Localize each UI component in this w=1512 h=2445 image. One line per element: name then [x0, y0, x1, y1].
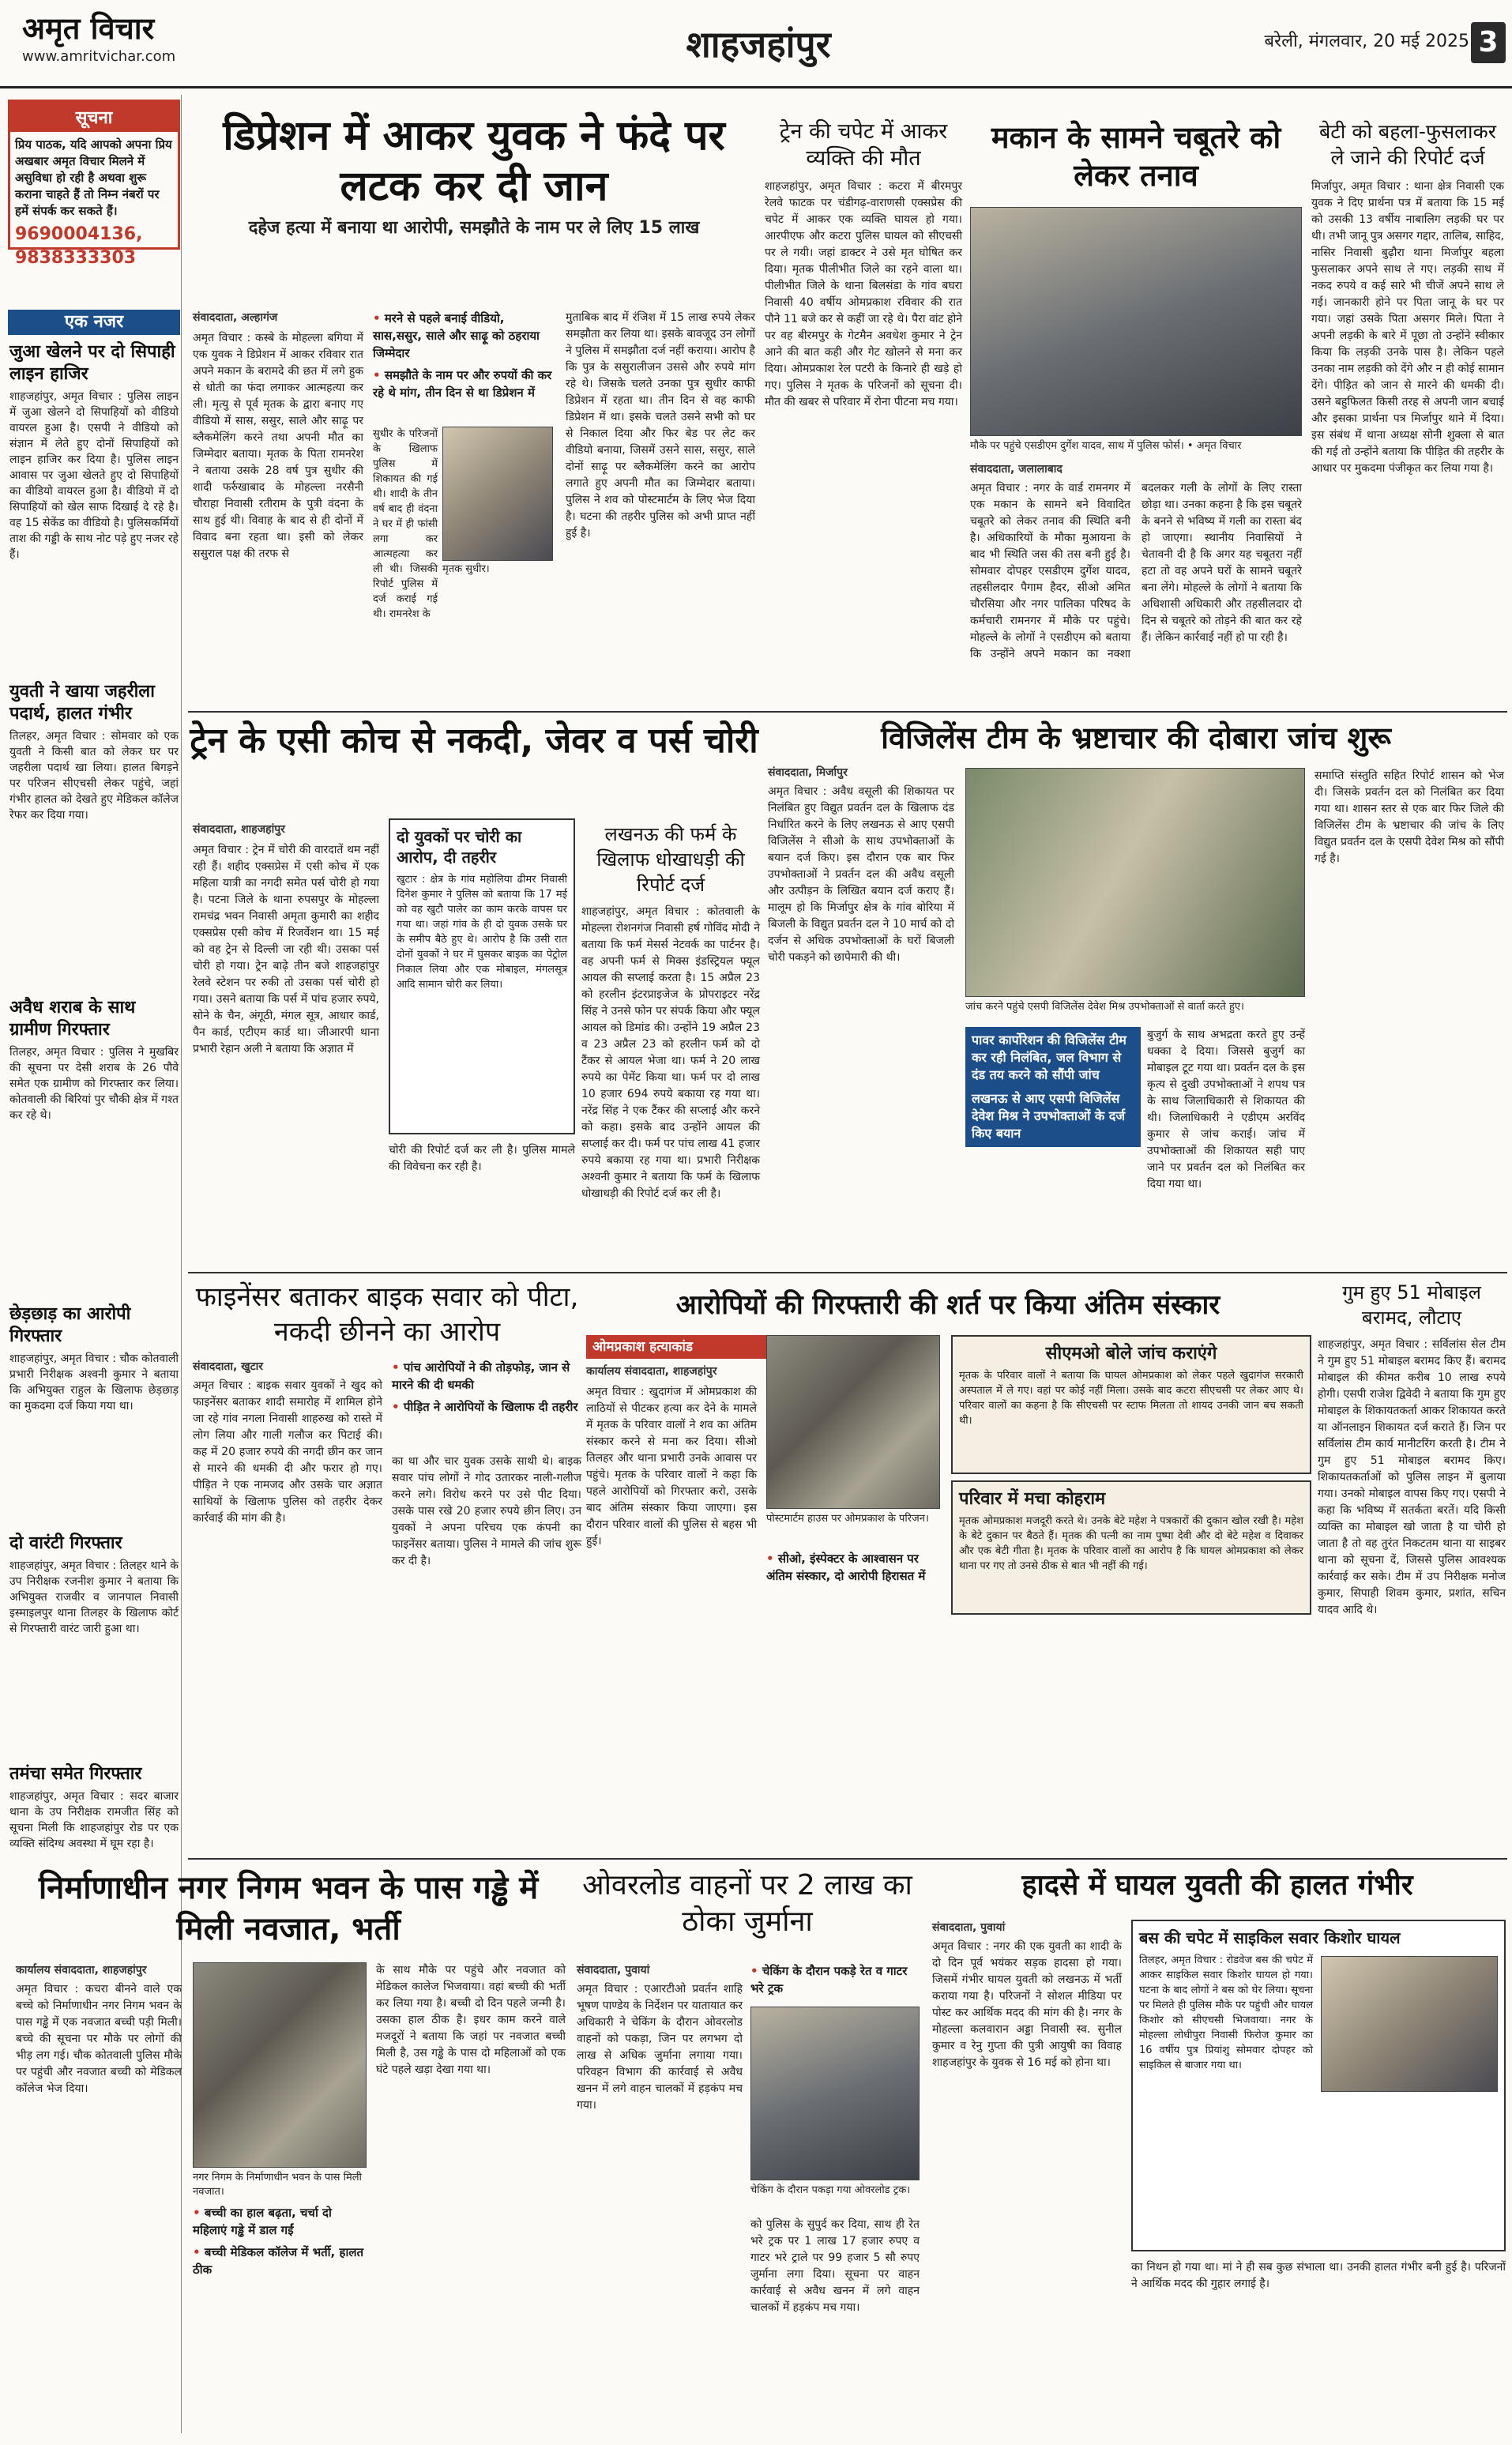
box-title: सीएमओ बोले जांच कराएंगे	[1045, 1344, 1217, 1364]
vigilance-photo	[965, 768, 1305, 997]
story-headline: ट्रेन की चपेट में आकर व्यक्ति की मौत	[779, 119, 948, 171]
bullet-point: • बच्ची का हाल बढ़ता, चर्चा दो महिलाएं गड्ढे में डाल गईं	[193, 2204, 367, 2239]
family-photo	[766, 1335, 940, 1509]
brief-body: शाहजहांपुर, अमृत विचार : सदर बाजार थाना के उप निरीक्षक रामजीत सिंह को सूचना मिली कि शाहजहांपुर रोड पर एक व्यक्ति संदिग्ध अवस्था में घूम रहा है।	[9, 1790, 179, 1850]
story-body: अमृत विचार : कचरा बीनने वाले एक बच्चे को निर्माणाधीन नगर निगम भवन के पास गड्ढे में एक नवजात बच्ची पड़ी मिली। बच्चे की सूचना पर मौके पर लोगों की भीड़ लग गई। चौक कोतवाली पुलिस मौके पर पहुंची और नवजात बच्ची को मेडिकल कॉलेज भेज दिया।	[16, 1983, 182, 2095]
story-headline: गुम हुए 51 मोबाइल बरामद, लौटाए	[1342, 1281, 1481, 1329]
sidebar-brief	[9, 681, 179, 823]
story-byline: कार्यालय संवाददाता, शाहजहांपुर	[586, 1365, 717, 1378]
story-body: अमृत विचार : ट्रेन में चोरी की वारदातें थम नहीं रही हैं। शहीद एक्सप्रेस में एसी कोच में एक महिला यात्री का नगदी समेत पर्स चोरी हो गया है। पटना जिले के थाना रुपसपुर के मोहल्ला रामचंद्र भवन निवासी अमृता कुमारी का शहीद एक्सप्रेस एसी कोच में रिजर्वेशन था। 15 मई को वह ट्रेन से दिल्ली जा रही थी। उसका पर्स चोरी हो गया। ट्रेन बाढ़े तीन बजे शाहजहांपुर रेलवे स्टेशन पर रुकी तो उसका पर्स चोरी हो गया। उसने बताया कि पर्स में पांच हजार रुपये, सोने के चैन, अंगूठी, मंगल सूत्र, आधार कार्ड, पैन कार्ड, एटीएम कार्ड था। जीआरपी थाना प्रभारी रेहान अली ने बताया कि अज्ञात में	[193, 844, 379, 1055]
story-headline: निर्माणाधीन नगर निगम भवन के पास गड्ढे में मिली नवजात, भर्ती	[38, 1870, 539, 1947]
story-fraud	[581, 822, 760, 1202]
brief-body: तिलहर, अमृत विचार : सोमवार को एक युवती ने किसी बात को लेकर घर पर जहरीला पदार्थ खा लिया। हालत बिगड़ने पर परिजन सीएचसी लेकर पहुंचे, जहां गंभीर हालत को देखते हुए मेडिकल कॉलेज रेफर कर दिया गया।	[9, 730, 179, 822]
sidebar-brief	[9, 1763, 179, 1852]
story-body-col2: सुधीर के परिजनों के खिलाफ पुलिस में शिकायत की गई थी। शादी के तीन वर्ष बाद ही वंदना ने घर में ही फांसी लगा कर आत्महत्या कर ली थी। जिसकी रिपोर्ट पुलिस में दर्ज कराई गई थी। रामनरेश के	[373, 428, 438, 620]
bullet-point: • सीओ, इंस्पेक्टर के आश्वासन पर अंतिम संस्कार, दो आरोपी हिरासत में	[766, 1550, 940, 1585]
story-byline: संवाददाता, मिर्जापुर	[768, 766, 848, 779]
related-box	[389, 818, 575, 1134]
story-body: अमृत विचार : कस्बे के मोहल्ला बगिया में एक युवक ने डिप्रेशन में आकर रविवार रात अपने मकान के बरामदे की छत में लगे हुक से धोती का फंदा लगाकर आत्महत्या कर ली। मृत्यु से पूर्व मृतक के द्वारा बनाए गए वीडियो में सास, ससुर, साले और साढ़ू पर ब्लैकमेलिंग करने तथा अपनी मौत का जिम्मेदार बताया। मृतक के पिता रामनरेश ने बताया उसके 28 वर्ष पुत्र सुधीर की शादी फर्रुखाबाद के मोहल्ला नरसैनी चौराहा निवासी रतीराम के पुत्री वंदना के साथ हुई थी। विवाह के बाद से ही दोनों में विवाद बना रहता था। इसी को लेकर ससुराल पक्ष की तरफ से	[193, 332, 363, 560]
divider	[188, 711, 765, 713]
story-headline: डिप्रेशन में आकर युवक ने फंदे पर लटक कर दी जान	[223, 112, 725, 210]
photo-caption: नगर निगम के निर्माणाधीन भवन के पास मिली नवजात।	[193, 2172, 362, 2198]
story-train	[765, 118, 962, 411]
brief-title: दो वारंटी गिरफ्तार	[9, 1533, 122, 1553]
bullet-point: • पांच आरोपियों ने की तोड़फोड़, जान से मारने की दी धमकी	[392, 1359, 581, 1394]
story-byline: कार्यालय संवाददाता, शाहजहांपुर	[16, 1964, 147, 1977]
story-body: शाहजहांपुर, अमृत विचार : कोतवाली के मोहल्ला रोशनगंज निवासी हर्ष गोविंद मोदी ने बताया कि फर्म मेसर्स नेटवर्क का पार्टनर है। वह अपनी फर्म से मिक्स इंडस्ट्रियल फ्यूल आयल की सप्लाई करता है। 15 अप्रैल 23 को हरलीन इंटरप्राइजेज के प्रोपराइटर नरेंद्र सिंह ने उनसे फोन पर संपर्क किया और फ्यूल आयल को डिमांड की। उन्होंने 19 अप्रैल 23 व 23 अप्रैल 23 को हरलीन फर्म को दो टैंकर से आयल भेजा था। फर्म ने 20 लाख रुपये का पेमेंट किया था। फर्म पर दो लाख 10 हजार 694 रुपये बकाया रह गया था। नरेंद्र सिंह ने एक टैंकर की सप्लाई और करने को कहा। इसके बाद उन्होंने आयल की सप्लाई कर दी। फर्म पर पांच लाख 41 हजार रुपये बकाया रह गया था। प्रभारी निरीक्षक अश्वनी कुमार ने बताया कि फर्म के खिलाफ धोखाधड़ी की रिपोर्ट दर्ज कर ली है।	[581, 905, 760, 1200]
bullet-point: • बच्ची मेडिकल कॉलेज में भर्ती, हालत ठीक	[193, 2244, 367, 2278]
story-body: शाहजहांपुर, अमृत विचार : सर्विलांस सेल टीम ने गुम हुए 51 मोबाइल बरामद किए हैं। बरामद मोबाइल की कीमत करीब 10 लाख रुपये होगी। एसपी राजेश द्विवेदी ने बताया कि गुम हुए मोबाइल के शिकायतकर्ता आकर शिकायत करते या ऑनलाइन शिकायत दर्ज कराते हैं। जिन पर सर्विलांस टीम कार्य मानीटरिंग करती है। टीम ने गुम हुए 51 मोबाइल बरामद किए। शिकायतकर्ताओं को पुलिस लाइन में बुलाया गया। उनको मोबाइल वापस किए गए। एसपी ने कहा कि भविष्य में सतर्कता बरतें। यदि किसी व्यक्ति का मोबाइल खो जाता है या चोरी हो जाता है तो वह तुरंत निकटतम थाना या साइबर थाना को सूचना दें, जिससे पुलिस आवश्यक कार्रवाई कर सके। टीम में उप निरीक्षक मनोज कुमार, सिपाही शिवम कुमार, प्रशांत, सचिन यादव आदि थे।	[1318, 1338, 1506, 1616]
story-newborn	[16, 1868, 561, 1950]
divider	[188, 1858, 1507, 1860]
subscription-notice	[8, 100, 180, 268]
building-photo	[193, 1962, 367, 2168]
story-overload	[574, 1868, 921, 1940]
sidebar-brief	[9, 1533, 179, 1637]
story-tail: चोरी की रिपोर्ट दर्ज कर ली है। पुलिस मामले की विवेचना कर रही है।	[389, 1144, 575, 1173]
story-financer	[190, 1280, 585, 1349]
story-headline: हादसे में घायल युवती की हालत गंभीर	[1021, 1869, 1413, 1901]
bullet-point: पावर कार्पोरेशन की विजिलेंस टीम कर रही निलंबित, जल विभाग से दंड तय करने को सौंपी जांच	[972, 1033, 1126, 1082]
divider	[188, 1272, 1507, 1273]
story-body: अमृत विचार : अवैध वसूली की शिकायत पर निलंबित हुए विद्युत प्रवर्तन दल के खिलाफ दंड निर्धारित करने के लिए लखनऊ से आए एसपी विजिलेंस ने सीओ के साथ उपभोक्ताओं के बयान दर्ज किए। इस दौरान एक बार फिर उपभोक्ताओं ने प्रवर्तन दल की अवैध वसूली और उत्पीड़न के लिखित बयान दर्ज कराए हैं। मालूम हो कि मिर्जापुर क्षेत्र के गांव बोरिया में बिजली के विद्युत प्रवर्तन दल ने 10 मार्च को दो दर्जन से अधिक उपभोक्ताओं के घरों बिजली चोरी पकड़ने को छापेमारी की थी।	[768, 785, 954, 964]
story-headline: मकान के सामने चबूतरे को लेकर तनाव	[991, 120, 1281, 193]
story-theft	[190, 719, 758, 763]
brief-title: छेड़छाड़ का आरोपी गिरफ्तार	[9, 1304, 131, 1346]
newspaper-logo	[22, 11, 204, 74]
story-body-col2: का था और चार युवक उसके साथी थे। बाइक सवार पांच लोगों ने गोद उतारकर नाली-गलीज करने लगे। विरोध करने पर उसे पीट दिया। उसके पास रखे 20 हजार रुपये छीन लिए। उन युवकों ने अपना परिचय एक कंपनी का फाइनेंसर बताया। पुलिस ने मामले की जांच शुरू कर दी है।	[392, 1455, 581, 1567]
bullet-point: • चेकिंग के दौरान पकड़े रेत व गाटर भरे ट्रक	[750, 1962, 920, 1997]
website-url: www.amritvichar.com	[22, 48, 176, 65]
story-body: अमृत विचार : बाइक सवार युवकों ने खुद को फाइनेंसर बताकर शादी समारोह में शामिल होने जा रहे गांव नगला निवासी शाहरुख को रास्ते में लोग लिया और गाली गलौज कर पिटाई की। कह में 20 हजार रुपये की नगदी छीन कर जान से मारने की धमकी दी और फरार हो गए। पीड़ित ने एक नामजद और उसके चार अज्ञात साथियों के खिलाफ पुलिस को तहरीर देकर कार्रवाई की मांग की है।	[193, 1379, 382, 1525]
scene-photo	[970, 207, 1302, 436]
bullet-point: • पीड़ित ने आरोपियों के खिलाफ दी तहरीर	[392, 1398, 581, 1416]
bullet-point: • समझौते के नाम पर और रुपयों की कर रहे थे मांग, तीन दिन से था डिप्रेशन में	[373, 367, 556, 401]
brief-title: युवती ने खाया जहरीला पदार्थ, हालत गंभीर	[9, 682, 155, 724]
story-body-col3: समाप्ति संस्तुति सहित रिपोर्ट शासन को भेज दी। जिसके प्रवर्तन दल को निलंबित कर दिया गया था। शासन स्तर से एक बार फिर जिले की विजिलेंस टीम के भ्रष्टाचार की जांच के लिए विद्युत प्रवर्तन दल के एसपी देवेश मिश्र को सौंपी गई है।	[1315, 769, 1504, 865]
story-byline: संवाददाता, जलालाबाद	[970, 463, 1063, 476]
city-title: शाहजहांपुर	[686, 23, 831, 66]
divider	[765, 711, 1507, 713]
story-body-col2: को पुलिस के सुपुर्द कर दिया, साथ ही रेत भरे ट्रक पर 1 लाख 17 हजार रुपए व गाटर भरे ट्राले पर 99 हजार 5 सौ रुपए जुर्माना लगा दिया। सूचना पर वाहन कार्रवाई से अवैध खनन में लगे वाहन चालकों में हड़कंप मच गया।	[750, 2218, 920, 2314]
sidebar-brief	[9, 1303, 179, 1414]
story-bullets	[392, 1359, 581, 1416]
story-tail: का निधन हो गया था। मां ने ही सब कुछ संभाला था। उनकी हालत गंभीर बनी हुई है। परिजनों ने आर्थिक मदद की गुहार लगाई है।	[1131, 2261, 1506, 2290]
brief-body: शाहजहांपुर, अमृत विचार : पुलिस लाइन में जुआ खेलने दो सिपाहियों को वीडियो वायरल हुआ है। एसपी ने वीडियो को संज्ञान में लेते हुए दोनों सिपाहियों को लाइन हाजिर कर दिया है। पुलिस लाइन आवास पर जुआ खेलते हुए दो सिपाहियों का वीडियो वायरल हुआ है। वीडियो में दो सिपाहियों को खेल साफ दिखाई दे रहे है। वह 15 सेकेंड का वीडियो है। पुलिसकर्मियों ताश की गड्डी के साथ नोट पड़े हुए नजर रहे हैं।	[9, 390, 179, 561]
notice-phone: 9690004136, 9838333303	[15, 224, 143, 268]
box-body: मृतक ओमप्रकाश मजदूरी करते थे। उनके बेटे महेश ने पत्रकारों की दुकान खोल रखी है। महेश के बेटे दुकान पर बैठते हैं। मृतक की पत्नी का नाम पुष्पा देवी और दो बेटे महेश व दिवाकर और एक बेटी गीता है। मृतक के परिवार वालों का आरोप है कि घायल ओमप्रकाश को लेकर थाना पर गए तो उनसे ठीक से बात भी नहीं की गई।	[959, 1515, 1303, 1572]
story-body: अमृत विचार : खुदागंज में ओमप्रकाश की लाठियों से पीटकर हत्या कर देने के मामले में मृतक के परिवार वालों ने शव का अंतिम संस्कार करने से मना कर दिया। सीओ तिलहर और थाना प्रभारी उनके आवास पर पहुंचे। मृतक के परिवार वालों ने कहा कि पहले आरोपियों को गिरफ्तार करो, उसके बाद अंतिम संस्कार किया जाएगा। इस दौरान परिवार वालों की पुलिस से बहस भी हुई।	[586, 1386, 757, 1548]
story-headline: लखनऊ की फर्म के खिलाफ धोखाधड़ी की रिपोर्ट दर्ज	[596, 823, 745, 896]
story-headline: बेटी को बहला-फुसलाकर ले जाने की रिपोर्ट दर्ज	[1319, 120, 1496, 169]
brief-title: तमंचा समेत गिरफ्तार	[9, 1764, 142, 1784]
sidebar-brief	[9, 341, 179, 562]
brief-body: शाहजहांपुर, अमृत विचार : चौक कोतवाली प्रभारी निरीक्षक अश्वनी कुमार ने बताया कि अभियुक्त राहुल के खिलाफ छेड़छाड़ का मुकदमा दर्ज किया गया था।	[9, 1352, 179, 1412]
story-body: अमृत विचार : एआरटीओ प्रवर्तन शाहि भूषण पाण्डेय के निर्देशन पर यातायात कर अधिकारी ने चेकिंग के दौरान ओवरलोड वाहनों को पकड़ा, जिन पर लगभग दो लाख से अधिक जुर्माना लगाया गया। परिवहन विभाग की कार्रवाई से अवैध खनन में लगे वाहन चालकों में हड़कंप मच गया।	[577, 1983, 743, 2112]
photo-caption: मौके पर पहुंचे एसडीएम दुर्गेश यादव, साथ में पुलिस फोर्स। • अमृत विचार	[970, 440, 1242, 452]
sidebar-brief	[9, 997, 179, 1123]
story-byline: संवाददाता, पुवायां	[932, 1921, 1006, 1934]
story-headline: ट्रेन के एसी कोच से नकदी, जेवर व पर्स चोरी	[190, 720, 758, 761]
box-title: बस की चपेट में साइकिल सवार किशोर घायल	[1139, 1928, 1401, 1947]
story-byline: संवाददाता, शाहजहांपुर	[193, 823, 285, 836]
story-tag: ओमप्रकाश हत्याकांड	[586, 1335, 776, 1359]
story-byline: संवाददाता, खुटार	[193, 1360, 264, 1373]
story-body-col3: मुताबिक बाद में रंजिश में 15 लाख रुपये लेकर समझौता कर लिया था। इसके बावजूद उन लोगों ने पुलिस में समझौता दर्ज नहीं कराया। आरोप है कि पुत्र के ससुरालीजन उससे और रुपये मांग रहे थे। जिसके चलते उनका पुत्र सुधीर काफी डिप्रेशन में रहता था। तीन दिन से वह काफी डिप्रेशन में था। इसके चलते उसने सभी को घर से निकाल दिया और फिर बेड पर लेट कर वीडियो बनाया, जिसमें उसने सास, ससुर, साले दोनों साढ़ू पर ब्लैकमेलिंग करने का आरोप लगाते हुए अपनी मौत का जिम्मेदार बताया। पुलिस ने शव को पोस्टमार्टम के लिए भेज दिया है। घटना की तहरीर पुलिस को अभी प्राप्त नहीं हुई है।	[566, 311, 755, 540]
story-headline: फाइनेंसर बताकर बाइक सवार को पीटा, नकदी छीनने का आरोप	[195, 1281, 579, 1348]
story-body: मिर्जापुर, अमृत विचार : थाना क्षेत्र निवासी एक युवक ने दिए प्रार्थना पत्र में बताया कि 15 मई को उसकी 13 वर्षीय नाबालिग लड़की घर पर थी। तभी जानू पुत्र असगर गद्दार, तालिब, साहिद, नासिर निवासी बुढ़ौरा थाना मिर्जापुर बहला फुसलाकर अपने साथ ले गए। लड़की साथ में नकद रुपये व कई सारे भी चीजें अपने साथ ले गई। जानकारी होने पर पिता जानू के घर पर गया। जहां उसके पिता असगर मिले। पिता ने अपनी लड़की के बारे में पूछा तो उन्होंने स्वीकार किया कि लड़की उनके पास है। लेकिन पहले उनका नाम लड़की को देंगे और न ही कोई सामान देंगे। पीड़ित को जान से मारने की धमकी दी। उसने बहुफिलत किसी तरह से अपनी जान बचाई और इसका प्रार्थना पत्र मिर्जापुर थाने में दिया। इस संबंध में थाना अध्यक्ष सोनी शुक्ला से बात की गई तो उन्होंने बताया कि पीड़ित की तहरीर के आधार पर मुकदमा पंजीकृत कर लिया गया है।	[1311, 180, 1504, 475]
section-label: एक नजर	[8, 310, 180, 335]
bus-accident-box	[1131, 1920, 1506, 2251]
box-title: परिवार में मचा कोहराम	[959, 1489, 1106, 1509]
story-headline: विजिलेंस टीम के भ्रष्टाचार की दोबारा जांच शुरू	[881, 720, 1391, 755]
page-number: 3	[1471, 22, 1506, 63]
photo-caption: पोस्टमार्टम हाउस पर ओमप्रकाश के परिजन।	[766, 1513, 929, 1525]
story-bullets	[750, 1962, 920, 1997]
box-body: तिलहर, अमृत विचार : रोडवेज बस की चपेट में आकर साइकिल सवार किशोर घायल हो गया। घटना के बाद लोगों ने बस को घेर लिया। सूचना पर मिलते ही पुलिस मौके पर पहुंची और घायल किशोर को सीएचसी भिजवाया। नगर के मोहल्ला लोधीपुरा निवासी फिरोज कुमार का 16 वर्षीय पुत्र प्रियांशु सोमवार दोपहर को साइकिल से बाजार गया था।	[1139, 1954, 1313, 2071]
brief-title: अवैध शराब के साथ ग्रामीण गिरफ्तार	[9, 998, 136, 1040]
brief-body: शाहजहांपुर, अमृत विचार : तिलहर थाने के उप निरीक्षक रजनीश कुमार ने बताया कि अभियुक्त राजवीर व जानपाल निवासी इस्माइलपुर थाना तिलहर के खिलाफ कोर्ट से गिरफ्तारी वारंट जारी हुआ था।	[9, 1559, 179, 1635]
story-cremation	[585, 1288, 1311, 1322]
story-byline: संवाददाता, अल्हागंज	[193, 311, 278, 324]
story-vigilance	[766, 719, 1506, 757]
photo-caption: चेकिंग के दौरान पकड़ा गया ओवरलोड ट्रक।	[750, 2184, 911, 2196]
story-girl	[1311, 118, 1504, 477]
story-mobiles	[1318, 1280, 1506, 1619]
story-bullets	[373, 310, 556, 401]
truck-photo	[750, 2007, 920, 2180]
story-bullets	[965, 1027, 1141, 1147]
box-body: खुटार : क्षेत्र के गांव महोलिया ढीमर निवासी दिनेश कुमार ने पुलिस को बताया कि 17 मई को वह खुटौ पालेर का काम करके वापस घर गया था। जहां गांव के ही दो युवक उसके घर के समीप बैठे हुए थे। आरोप है कि उसी रात दोनों युवकों ने घर में घुसकर बाइक का पेट्रोल निकाल लिया और एक मोबाइल, मंगलसूत्र आदि सामान चोरी कर लिया।	[397, 874, 567, 991]
story-byline: संवाददाता, पुवायां	[577, 1964, 650, 1977]
brief-title: जुआ खेलने पर दो सिपाही लाइन हाजिर	[9, 342, 175, 384]
notice-title: सूचना	[10, 102, 178, 132]
story-headline: आरोपियों की गिरफ्तारी की शर्त पर किया अंतिम संस्कार	[675, 1289, 1221, 1321]
story-body: अमृत विचार : नगर की एक युवती का शादी के दो दिन पूर्व भयंकर सड़क हादसा हो गया। जिसमें गंभीर घायल युवती को लखनऊ में भर्ती कराया गया है। परिजनों ने सोशल मीडिया पर पोस्ट कर आर्थिक मदद की मांग की है। नगर के मोहल्ला कलवारान अड्डा निवासी स्व. सुनील कुमार व रेनु गुप्ता की पुत्री आयुषी का विवाह शाहजहांपुर के युवक से 16 मई को होना था।	[932, 1940, 1122, 2069]
story-body-col2: बुजुर्ग के साथ अभद्रता करते हुए उन्हें धक्का दे दिया। जिससे बुजुर्ग का मोबाइल टूट गया था। प्रवर्तन दल के इस कृत्य से दुखी उपभोक्ताओं ने शपथ पत्र के साथ जिलाधिकारी से शिकायत की थी। जिलाधिकारी ने एडीएम अरविंद कुमार से जांच कराई। जांच में उपभोक्ताओं की शिकायत सही पाए जाने पर प्रवर्तन दल को निलंबित कर दिया गया था।	[1147, 1029, 1305, 1191]
story-subheadline: दहेज हत्या में बनाया था आरोपी, समझौते के नाम पर ले लिए 15 लाख	[248, 218, 700, 238]
story-headline: ओवरलोड वाहनों पर 2 लाख का ठोका जुर्माना	[582, 1869, 912, 1938]
photo-caption: जांच करने पहुंचे एसपी विजिलेंस देवेश मिश्र उपभोक्ताओं से वार्ता करते हुए।	[965, 1001, 1244, 1013]
story-bullets	[193, 2204, 367, 2278]
story-body: शाहजहांपुर, अमृत विचार : कटरा में बीरमपुर रेलवे फाटक पर चंडीगढ़-वाराणसी एक्सप्रेस की चपेट में आकर एक व्यक्ति घायल हो गया। आरपीएफ और कटरा पुलिस घायल को सीएचसी पर ले गयी। जहां डाक्टर ने उसे मृत घोषित कर दिया। मृतक पीलीभीत जिले का रहने वाला था। पीलीभीत जिले के थाना बिलसंडा के गांव बघरा निवासी 40 वर्षीय ओमप्रकाश रविवार की रात पौने 11 बजे कर से कहीं जा रहे थे। पैरा वांट होने पर वह बीरमपुर के गेटमैन अवधेश कुमार ने ट्रेन आने की बात कही और गेट खोलने से मना कर दिया। ओमप्रकाश रेल पटरी के किनारे ही खड़े हो गए। पुलिस ने मृतक के परिजनों को सूचना दी। मौत की खबर से परिवार में रोना पीटना मच गया।	[765, 180, 962, 408]
story-body: अमृत विचार : नगर के वार्ड रामनगर में एक मकान के सामने बने विवादित चबूतरे को लेकर तनाव की स्थिति बनी है। अधिकारियों के मौका मुआयना के बाद भी स्थिति जस की तस बनी हुई है। सोमवार दोपहर एसडीएम दुर्गेश यादव, तहसीलदार पैगाम हैदर, सीओ अमित चौरसिया और नगर पालिका परिषद के कर्मचारी रामनगर में मौके पर पहुंचे। मोहल्ले के लोगों ने एसडीएम को बताया कि उन्होंने अपने मकान का नक्शा बदलकर गली के लोगों के लिए रास्ता छोड़ा था। उनका कहना है कि इस चबूतरे के बनने से भविष्य में गली का रास्ता बंद हो जाएगा। स्थानीय निवासियों ने चेतावनी दी है कि अगर यह चबूतरा नहीं हटा तो वह अपने घरों के सामने चबूतरे बना लेंगे। मोहल्ले के लोगों ने बताया कि अधिशासी अधिकारी और तहसीलदार दो दिन से चबूतरे को तोड़ने की बात कर रहे हैं। लेकिन कार्रवाई नहीं हो पा रही है।	[970, 482, 1302, 660]
box-body: मृतक के परिवार वालों ने बताया कि घायल ओमप्रकाश को लेकर पहले खुदागंज सरकारी अस्पताल में ले गए। वहां पर कोई नहीं मिला। उसके बाद कटरा सीएचसी पर लेकर आए थे। परिवार वालों का कहना है कि सीएचसी पर स्टाफ मिलता तो शायद उनकी जान बच सकती थी।	[959, 1370, 1303, 1427]
bullet-point: लखनऊ से आए एसपी विजिलेंस देवेश मिश्र ने उपभोक्ताओं के दर्ज किए बयान	[972, 1091, 1126, 1141]
bullet-point: • मरने से पहले बनाई वीडियो, सास,ससुर, साले और साढ़ू को ठहराया जिम्मेदार	[373, 310, 556, 362]
bus-photo	[1321, 1956, 1498, 2092]
family-box	[951, 1480, 1311, 1615]
brief-body: तिलहर, अमृत विचार : पुलिस ने मुखबिर की सूचना पर देसी शराब के 26 पौवे समेत एक ग्रामीण को गिरफ्तार कर लिया। कोतवाली की बिरियां पुर चौकी क्षेत्र में गश्त कर रहे थे।	[9, 1046, 179, 1122]
logo-text: अमृत विचार	[22, 10, 155, 46]
dateline: बरेली, मंगलवार, 20 मई 2025	[1264, 32, 1469, 51]
box-title: दो युवकों पर चोरी का आरोप, दी तहरीर	[397, 827, 522, 867]
cmo-box	[951, 1335, 1311, 1474]
story-headline-block	[190, 111, 758, 240]
notice-body: प्रिय पाठक, यदि आपको अपना प्रिय अखबार अमृत विचार मिलने में असुविधा हो रही है अथवा शुरू कराना चाहते हैं तो निम्न नंबरों पर हमें संपर्क कर सकते हैं।	[15, 137, 172, 218]
story-tension	[970, 118, 1302, 194]
victim-photo	[442, 427, 553, 561]
story-bullets	[766, 1550, 940, 1585]
story-accident	[929, 1868, 1506, 1904]
photo-caption: मृतक सुधीर।	[442, 563, 490, 575]
story-body-col2: के साथ मौके पर पहुंचे और नवजात को मेडिकल कालेज भिजवाया। वहां बच्ची की भर्ती कर लिया गया है। बच्ची दो दिन पहले जन्मी है। उसका हाल ठीक है। इधर काम करने वाले मजदूरों ने बताया कि जहां पर नवजात बच्ची मिली है, उस गड्ढे के पास दो महिलाओं को एक घंटे पहले खड़ा देखा गया था।	[376, 1964, 566, 2076]
